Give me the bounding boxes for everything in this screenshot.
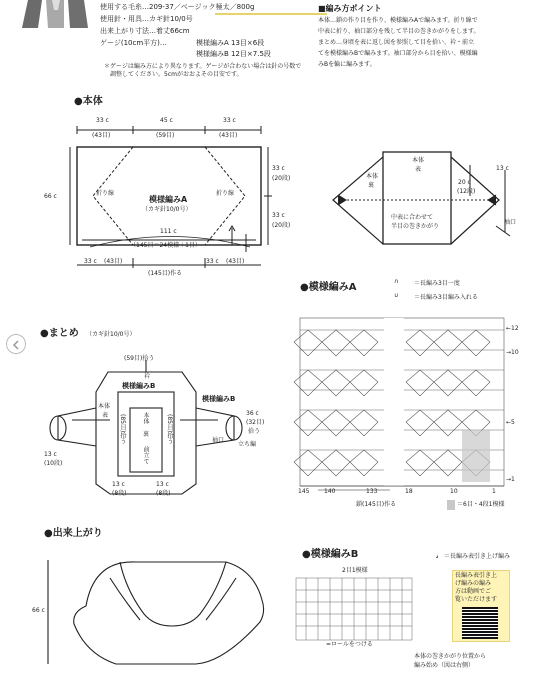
pattern-b-repeat: 2目1模様 xyxy=(342,567,368,574)
matome-left-rows: (10段) xyxy=(44,460,63,467)
fold-far-dim: 13 c xyxy=(496,165,509,172)
pattern-a-repeat-shade xyxy=(462,430,490,482)
body-total-width: 111 c xyxy=(160,228,177,235)
pattern-b-title: ●模様編みB xyxy=(302,549,359,560)
repeat-note: ＝6目・4段1模様 xyxy=(457,501,505,508)
dim-height: 66 c xyxy=(44,193,57,200)
yarn-underline xyxy=(215,13,327,15)
gauge-note-2: 調整してください。5cmがおおよその目安です。 xyxy=(110,71,243,78)
row-12: ←12 xyxy=(506,325,519,332)
legend-symbol-b: 𝓈 xyxy=(436,552,439,560)
matome-pick-left: (85目)拾う xyxy=(119,414,126,445)
dim-top-mid-sts: (59目) xyxy=(156,132,175,139)
gauge-note-1: ＊ゲージは編み方により異なります。ゲージが合わない場合は針の号数で xyxy=(104,63,302,70)
needle-info: 使用針・用具…カギ針10/0号 xyxy=(100,15,193,23)
gauge-label: ゲージ(10cm平方)… xyxy=(100,39,167,47)
st-10: 10 xyxy=(450,488,458,495)
model-silhouette-image xyxy=(18,0,92,28)
chain-note: 鎖(145目)作る xyxy=(356,501,397,508)
points-line-2: 中表に折り、袖口部分を残して半目の巻きかがりをします。 xyxy=(318,28,480,35)
legend-symbol-2: ∪ xyxy=(394,292,399,299)
matome-left-front: 本体 xyxy=(98,403,111,410)
pattern-a-legend-1: ＝長編み3目一度 xyxy=(414,280,460,287)
qr-note-1: 長編み表引き上 xyxy=(455,572,498,579)
points-line-1: 本体…鎖の作り目を作り、模様編みAで編みます。折り線で xyxy=(318,17,478,24)
model-photo xyxy=(18,0,92,28)
points-title: ■編み方ポイント xyxy=(318,4,382,13)
matome-pattern-b: 模様編みB xyxy=(202,395,236,403)
matome-cuff-pick: 拾う xyxy=(248,428,261,435)
pattern-a-diamonds xyxy=(294,330,490,476)
dim-bottom-total: (145目)作る xyxy=(148,270,183,277)
body-pattern-needle: （カギ針10/0号） xyxy=(142,206,192,213)
row-10: →10 xyxy=(506,349,519,356)
matome-center: 本体 xyxy=(142,412,149,424)
pattern-a-gap xyxy=(384,318,404,486)
dim-right-bot-rows: (20段) xyxy=(272,222,291,229)
dim-top-mid: 45 c xyxy=(160,117,173,124)
fold-center-note-2: 半目の巻きかがり xyxy=(391,223,440,230)
qr-note-4: 覧いただけます xyxy=(455,596,498,603)
matome-title: ●まとめ xyxy=(40,328,79,339)
points-line-4: てを模様編みBで編みます。袖口部分から目を拾い、模様編 xyxy=(318,50,478,57)
dim-top-left: 33 c xyxy=(96,117,109,124)
qr-code-icon[interactable] xyxy=(462,607,498,639)
fold-right-dim: 20 c xyxy=(458,179,471,186)
dim-bottom-left: 33 c xyxy=(84,258,97,265)
dim-bottom-right: 33 c xyxy=(206,258,219,265)
st-140: 140 xyxy=(324,488,336,495)
matome-left-dim: 13 c xyxy=(44,451,57,458)
finished-title: ●出来上がり xyxy=(44,528,103,539)
matome-cuff-rib: 立ち編 xyxy=(238,441,257,448)
dim-top-right-sts: (43目) xyxy=(219,132,238,139)
gauge-b: 模様編みB 12目×7.5段 xyxy=(196,50,271,58)
matome-bottom-right-rows: (8段) xyxy=(156,490,171,497)
matome-cuff-sts: (32目) xyxy=(246,419,265,426)
fold-right-rows: (12段) xyxy=(457,188,476,195)
body-pattern-name: 模様編みA xyxy=(149,195,188,204)
body-total-sts: （145目＝24模様＋1目） xyxy=(130,242,201,249)
fold-center-note-1: 中表に合わせて xyxy=(391,214,434,221)
fold-front-label: 表 xyxy=(415,166,422,173)
st-133: 133 xyxy=(366,488,378,495)
pattern-b-roll-note: =ロールをつける xyxy=(326,641,373,648)
dim-right-bot: 33 c xyxy=(272,212,285,219)
pattern-b-bottom-note-2: 編み始め（図は右側） xyxy=(414,662,475,669)
matome-needle: （カギ針10/0号） xyxy=(86,331,136,338)
st-18: 18 xyxy=(405,488,413,495)
size-info: 出来上がり寸法…着丈66cm xyxy=(100,27,190,35)
matome-bottom-right: 13 c xyxy=(156,481,169,488)
dim-bottom-right-sts: (43目) xyxy=(226,258,245,265)
pattern-b-legend: ＝長編み表引き上げ編み xyxy=(444,553,511,560)
pattern-a-grid xyxy=(300,330,504,470)
yarn-info: 使用する毛糸…209-37／ベージック極太／800g xyxy=(100,3,255,11)
row-5: ←5 xyxy=(506,419,515,426)
fold-back-label-1: 本体 xyxy=(366,173,379,180)
matome-collar: 衿 xyxy=(144,373,151,380)
matome-front-band: 前立て xyxy=(142,446,149,464)
gauge-a: 模様編みA 13目×6段 xyxy=(196,39,265,47)
chevron-left-icon xyxy=(7,335,27,355)
dim-right-top-rows: (20段) xyxy=(272,175,291,182)
fold-line-left: 折り線 xyxy=(96,190,115,197)
pattern-a-legend-2: ＝長編み3目編み入れる xyxy=(414,294,478,301)
fold-back-label-2: 裏 xyxy=(368,182,375,189)
pattern-b-bottom-note-1: 本体の巻きかがり位置から xyxy=(414,653,487,660)
finished-height: 66 c xyxy=(32,607,45,614)
matome-pick-right: (85目)拾う xyxy=(166,414,173,445)
legend-symbol-1: ∩ xyxy=(394,278,399,285)
dim-top-left-sts: (43目) xyxy=(92,132,111,139)
matome-bottom-left-rows: (8段) xyxy=(112,490,127,497)
st-1: 1 xyxy=(492,488,496,495)
matome-collar-pattern: 模様編みB xyxy=(122,382,156,390)
matome-cuff-dim: 36 c xyxy=(246,410,259,417)
matome-bottom-left: 13 c xyxy=(112,481,125,488)
matome-center-2: 裏 xyxy=(143,431,150,438)
dim-top-right: 33 c xyxy=(223,117,236,124)
dim-bottom-left-sts: (43目) xyxy=(104,258,123,265)
row-1: →1 xyxy=(506,476,515,483)
carousel-prev-button[interactable] xyxy=(6,334,26,354)
dim-right-top: 33 c xyxy=(272,165,285,172)
fold-line-right: 折り線 xyxy=(216,190,235,197)
qr-note-2: げ編みの編み xyxy=(455,580,492,587)
points-line-3: まとめ…身頃を表に返し図を参照して目を拾い、衿・前立 xyxy=(318,39,475,46)
fold-cuff: 袖口 xyxy=(504,219,517,226)
body-section-title: ●本体 xyxy=(74,96,103,107)
repeat-swatch xyxy=(447,500,455,510)
st-145: 145 xyxy=(298,488,310,495)
points-line-5: みBを輪に編みます。 xyxy=(318,61,376,68)
pattern-a-title: ●模様編みA xyxy=(300,282,357,293)
fold-body-label: 本体 xyxy=(412,157,425,164)
matome-cuff-label: 袖口 xyxy=(212,437,225,444)
matome-top-pick: (59目)拾う xyxy=(124,355,155,362)
qr-note-3: 方は動画でご xyxy=(455,588,492,595)
matome-left-front-2: 表 xyxy=(102,412,109,419)
